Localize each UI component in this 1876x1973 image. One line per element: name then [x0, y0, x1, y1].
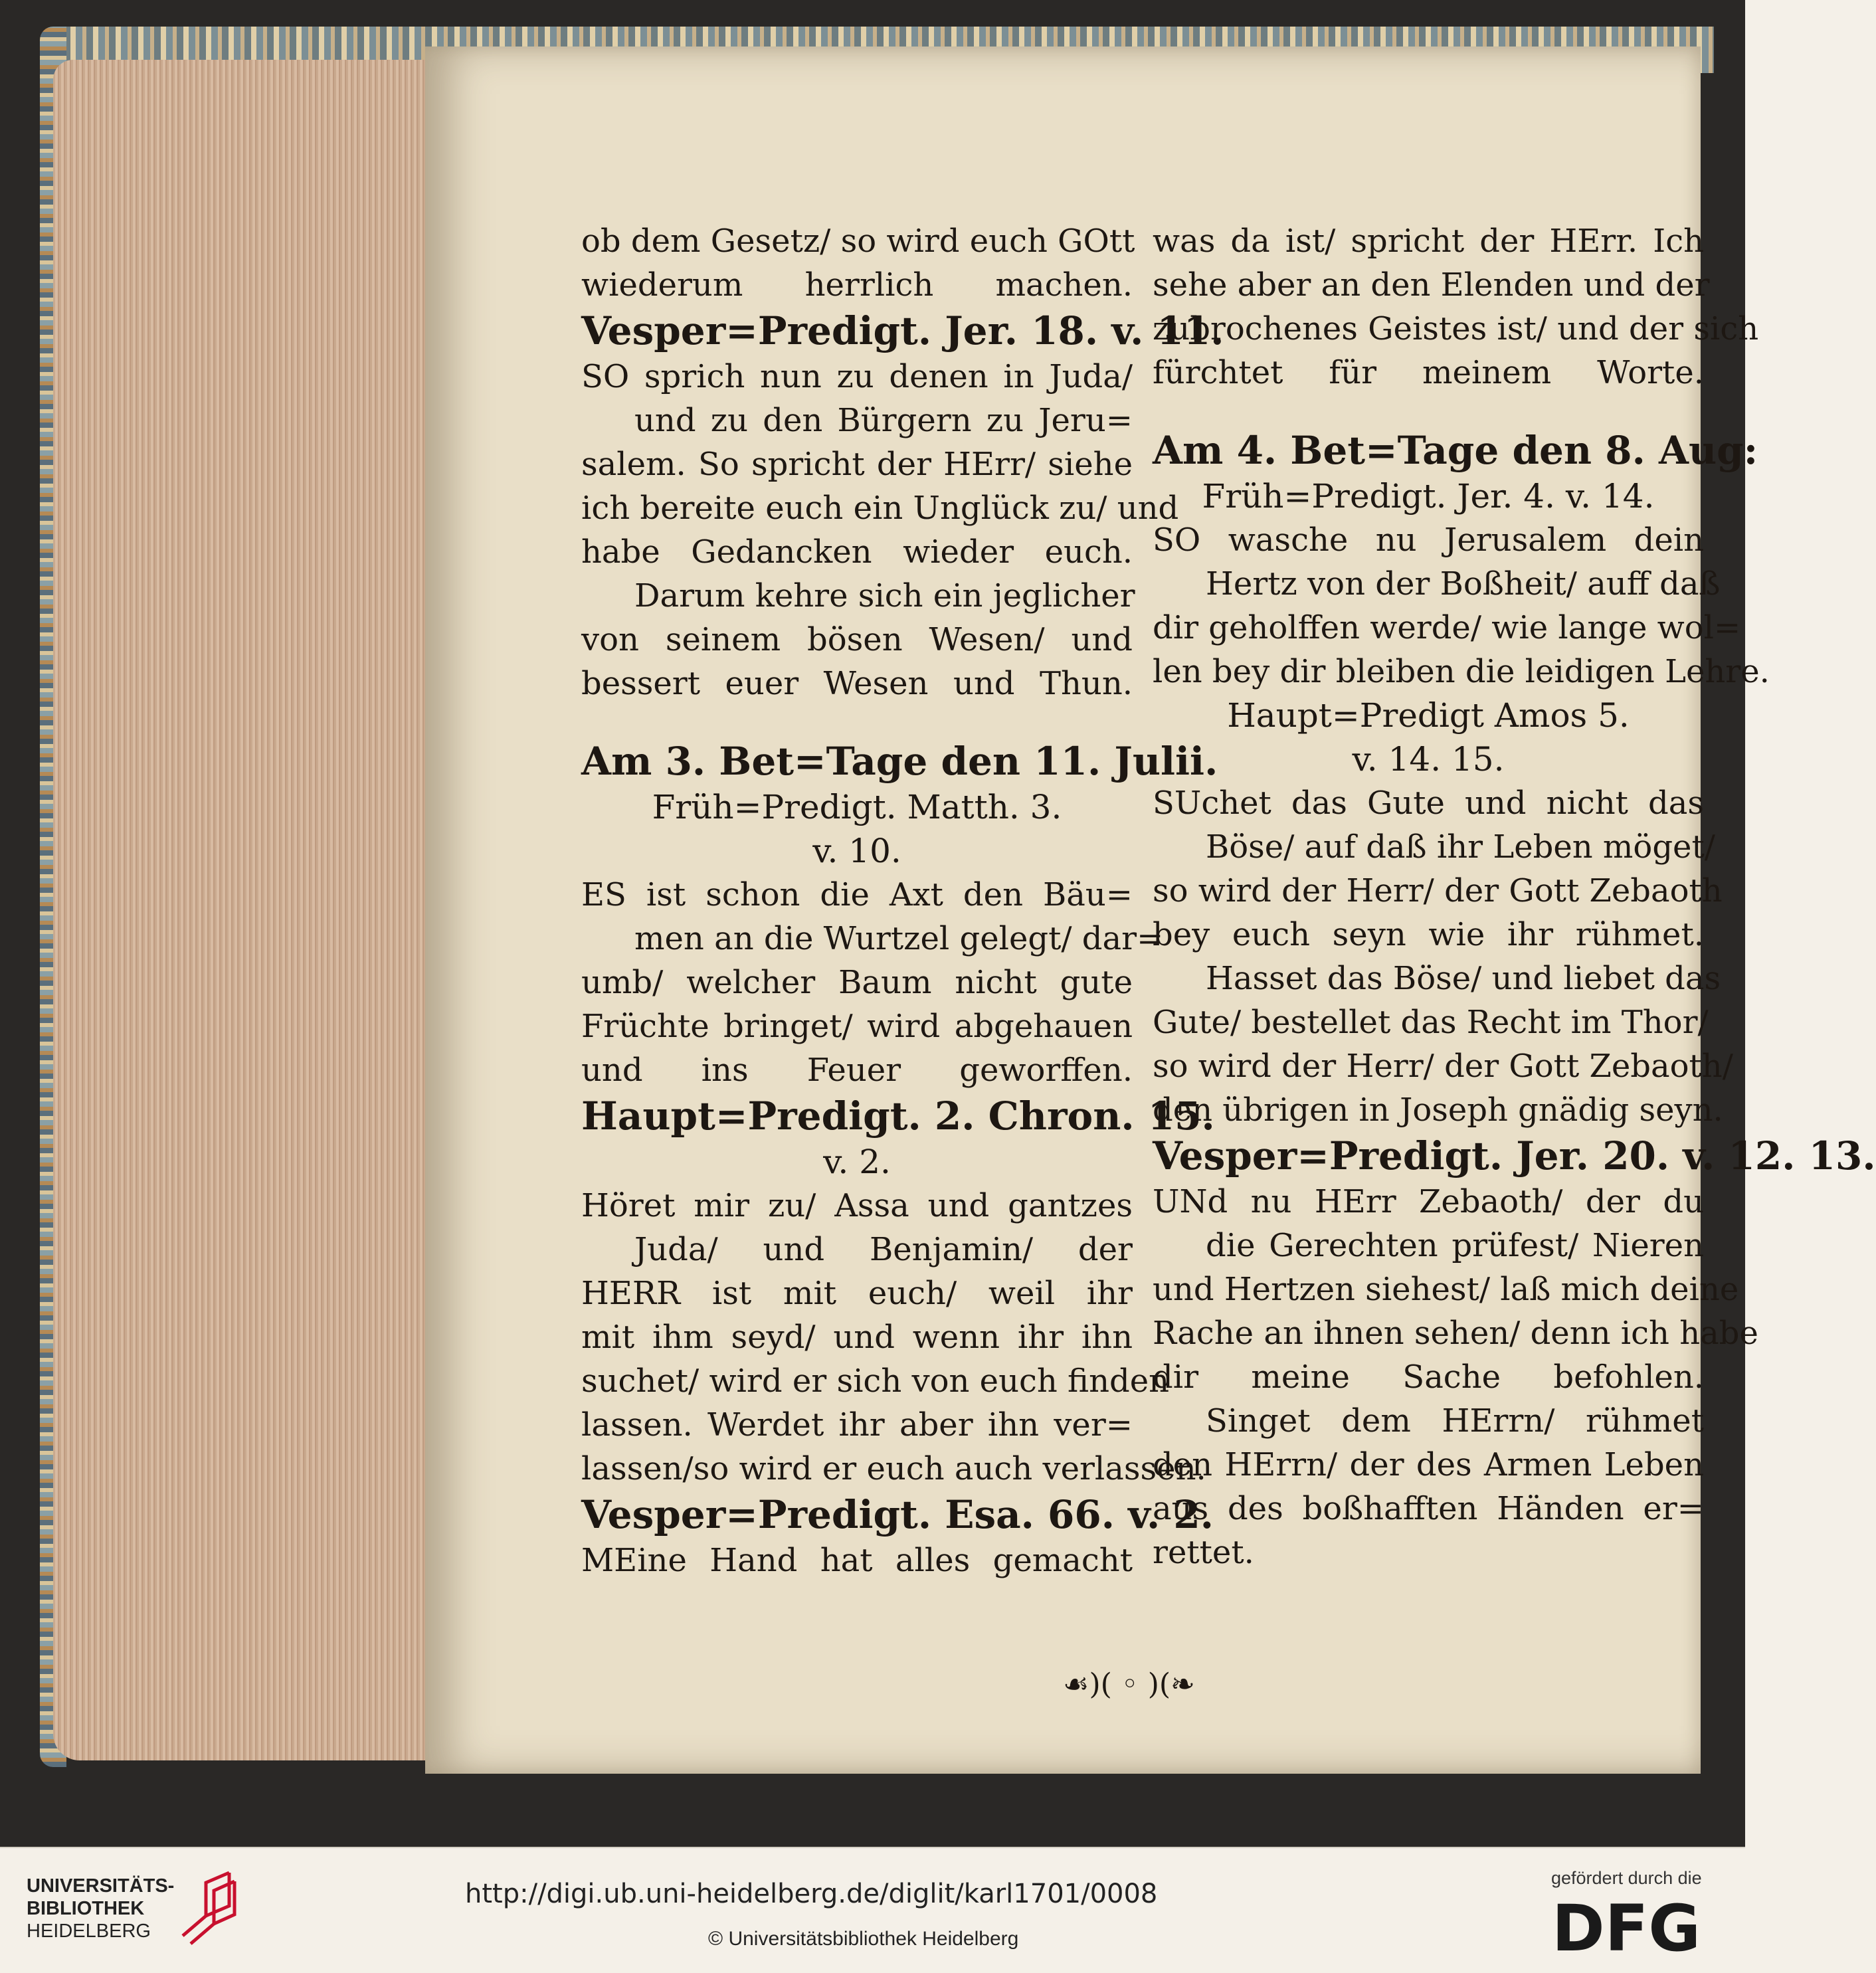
text-line: was da ist/ spricht der HErr. Ich — [1153, 223, 1704, 260]
text-line: suchet/ wird er sich von euch finden — [581, 1362, 1170, 1400]
text-line: von seinem bösen Wesen/ und — [581, 621, 1133, 658]
text-line: UNd nu HErr Zebaoth/ der du — [1153, 1183, 1704, 1220]
text-line: SO wasche nu Jerusalem dein — [1153, 521, 1704, 559]
spacer — [581, 705, 1133, 737]
logo-line-3: HEIDELBERG — [27, 1921, 151, 1942]
text-line: umb/ welcher Baum nicht gute — [581, 964, 1133, 1001]
dfg-logo[interactable] — [1552, 1891, 1718, 1966]
text-line: zubrochenes Geistes ist/ und der sich — [1153, 310, 1759, 347]
text-line: Gute/ bestellet das Recht im Thor/ — [1153, 1004, 1709, 1041]
section-heading: Am 4. Bet=Tage den 8. Aug: — [1153, 428, 1758, 473]
text-line: wiederum herrlich machen. — [581, 266, 1133, 304]
text-line: so wird der Herr/ der Gott Zebaoth/ — [1153, 1048, 1733, 1085]
university-library-logo[interactable] — [27, 1875, 174, 1942]
section-subheading: v. 14. 15. — [1352, 740, 1505, 779]
text-line: lassen. Werdet ihr aber ihn ver= — [581, 1406, 1133, 1444]
page-ornament: ☙)( ◦ )(❧ — [1063, 1667, 1195, 1701]
footer-bar — [0, 1847, 1745, 1973]
text-line: dir meine Sache befohlen. — [1153, 1359, 1704, 1396]
section-heading: Vesper=Predigt. Esa. 66. v. 2. — [581, 1492, 1214, 1537]
library-mark-icon — [176, 1869, 237, 1949]
section-subheading: Früh=Predigt. Jer. 4. v. 14. — [1202, 477, 1655, 516]
dfg-caption: gefördert durch die — [1551, 1868, 1702, 1888]
section-heading: Vesper=Predigt. Jer. 20. v. 12. 13. — [1153, 1133, 1876, 1178]
text-line: salem. So spricht der HErr/ siehe — [581, 446, 1133, 483]
dfg-logo-text: DFG — [1552, 1891, 1701, 1966]
text-line: Rache an ihnen sehen/ denn ich habe — [1153, 1315, 1758, 1352]
text-line: sehe aber an den Elenden und der — [1153, 266, 1710, 304]
text-line: lassen/so wird er euch auch verlassen. — [581, 1450, 1206, 1487]
text-line: men an die Wurtzel gelegt/ dar= — [634, 920, 1164, 957]
text-line: ob dem Gesetz/ so wird euch GOtt — [581, 223, 1135, 260]
text-line: Singet dem HErrn/ rühmet — [1206, 1402, 1704, 1440]
permalink-url[interactable]: http://digi.ub.uni-heidelberg.de/diglit/karl1701/0008 — [465, 1879, 1158, 1909]
text-line: habe Gedancken wieder euch. — [581, 533, 1133, 571]
logo-line-1: UNIVERSITÄTS- — [27, 1875, 175, 1897]
text-line: SUchet das Gute und nicht das — [1153, 785, 1704, 822]
text-line: aus des boßhafften Händen er= — [1153, 1490, 1704, 1527]
book-fore-edge — [53, 60, 425, 1760]
text-line: Höret mir zu/ Assa und gantzes — [581, 1187, 1133, 1224]
text-line: Juda/ und Benjamin/ der — [634, 1231, 1133, 1268]
text-line: die Gerechten prüfest/ Nieren — [1206, 1227, 1704, 1264]
text-line: so wird der Herr/ der Gott Zebaoth — [1153, 872, 1723, 909]
text-line: und Hertzen siehest/ laß mich deine — [1153, 1271, 1739, 1308]
text-line: mit ihm seyd/ und wenn ihr ihn — [581, 1319, 1133, 1356]
text-line: dir geholffen werde/ wie lange wol= — [1153, 609, 1741, 646]
section-subheading: v. 10. — [812, 832, 901, 870]
text-line: Hertz von der Boßheit/ auff daß — [1206, 565, 1721, 603]
text-line: den übrigen in Joseph gnädig seyn. — [1153, 1091, 1723, 1129]
text-line: MEine Hand hat alles gemacht — [581, 1542, 1133, 1579]
text-line: bey euch seyn wie ihr rühmet. — [1153, 916, 1704, 953]
text-line: Hasset das Böse/ und liebet das — [1206, 960, 1721, 997]
text-line: fürchtet für meinem Worte. — [1153, 354, 1704, 391]
right-text-column — [1153, 219, 1876, 1574]
section-heading: Vesper=Predigt. Jer. 18. v. 11. — [581, 308, 1224, 353]
spacer — [1153, 395, 1704, 426]
text-line: ES ist schon die Axt den Bäu= — [581, 876, 1133, 913]
text-line: SO sprich nun zu denen in Juda/ — [581, 358, 1133, 395]
section-subheading: Früh=Predigt. Matth. 3. — [652, 788, 1062, 826]
text-line: Früchte bringet/ wird abgehauen — [581, 1008, 1133, 1045]
text-line: den HErrn/ der des Armen Leben — [1153, 1446, 1704, 1483]
text-line: Darum kehre sich ein jeglicher — [634, 577, 1135, 614]
section-subheading: Haupt=Predigt Amos 5. — [1227, 696, 1630, 735]
copyright-notice: © Universitätsbibliothek Heidelberg — [708, 1928, 1019, 1950]
text-line: HERR ist mit euch/ weil ihr — [581, 1275, 1133, 1312]
section-heading: Haupt=Predigt. 2. Chron. 15. — [581, 1093, 1215, 1139]
text-line: rettet. — [1153, 1534, 1254, 1571]
section-subheading: v. 2. — [823, 1143, 891, 1181]
section-heading: Am 3. Bet=Tage den 11. Julii. — [581, 739, 1218, 784]
text-line: Böse/ auf daß ihr Leben möget/ — [1206, 828, 1715, 866]
logo-line-2: BIBLIOTHEK — [27, 1898, 145, 1919]
text-line: ich bereite euch ein Unglück zu/ und — [581, 490, 1179, 527]
text-line: und ins Feuer geworffen. — [581, 1052, 1133, 1089]
text-line: bessert euer Wesen und Thun. — [581, 665, 1133, 702]
text-line: len bey dir bleiben die leidigen Lehre. — [1153, 653, 1770, 690]
text-line: und zu den Bürgern zu Jeru= — [634, 402, 1133, 439]
book-page — [425, 47, 1876, 1774]
